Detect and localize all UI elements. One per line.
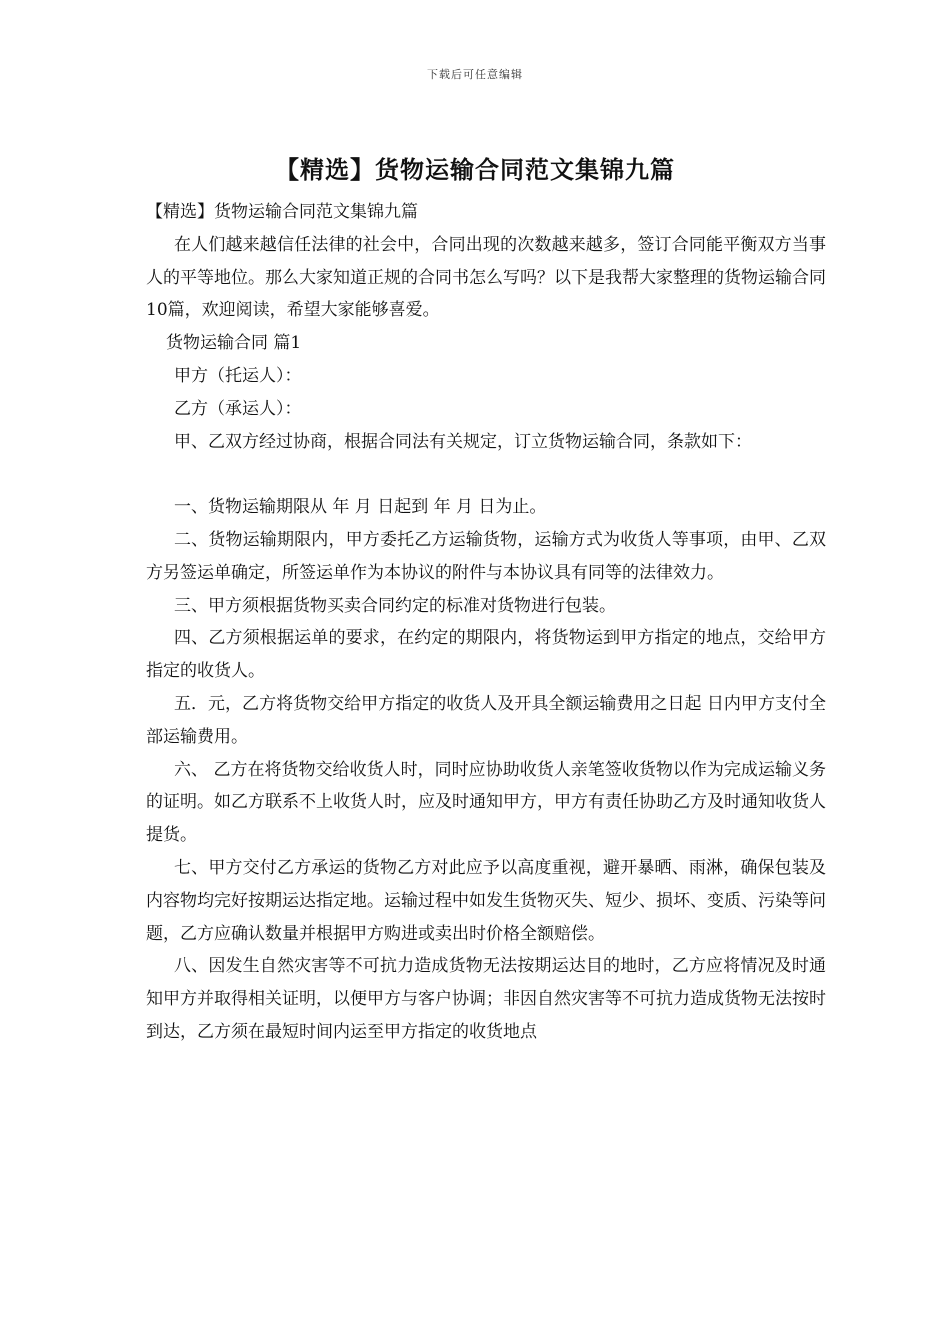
header-note: 下载后可任意编辑	[427, 68, 523, 81]
clause-3: 三、甲方须根据货物买卖合同约定的标准对货物进行包装。	[174, 595, 616, 616]
party-b-line: 乙方（承运人）：	[174, 398, 302, 419]
clause-5: 五．元，乙方将货物交给甲方指定的收货人及开具全额运输费用之日起 日内甲方支付全部运输费用。	[146, 693, 826, 747]
clause-2: 二、货物运输期限内，甲方委托乙方运输货物，运输方式为收货人等事项，由甲、乙双方另签运单确定，所签运单作为本协议的附件与本协议具有同等的法律效力。	[146, 529, 826, 583]
preamble-paragraph: 甲、乙双方经过协商，根据合同法有关规定，订立货物运输合同，条款如下：	[174, 431, 752, 452]
intro-paragraph: 在人们越来越信任法律的社会中，合同出现的次数越来越多，签订合同能平衡双方当事人的平等地位。那么大家知道正规的合同书怎么写吗？以下是我帮大家整理的货物运输合同10篇，欢迎阅读，希望大家能够喜爱。	[146, 234, 826, 321]
document-title: 【精选】货物运输合同范文集锦九篇	[275, 155, 675, 184]
clause-4: 四、乙方须根据运单的要求，在约定的期限内，将货物运到甲方指定的地点，交给甲方指定的收货人。	[146, 628, 826, 682]
party-a-line: 甲方（托运人）：	[174, 365, 302, 386]
section-heading: 货物运输合同 篇1	[166, 333, 302, 354]
blank-line	[146, 458, 826, 491]
document-body	[146, 196, 826, 1049]
clause-7: 七、甲方交付乙方承运的货物乙方对此应予以高度重视，避开暴晒、雨淋，确保包装及内容物均完好按期运达指定地。运输过程中如发生货物灭失、短少、损坏、变质、污染等问题，乙方应确认数量并根据甲方购进或卖出时价格全额赔偿。	[146, 857, 826, 944]
clause-1: 一、货物运输期限从 年 月 日起到 年 月 日为止。	[174, 497, 547, 518]
clause-8: 八、因发生自然灾害等不可抗力造成货物无法按期运达目的地时，乙方应将情况及时通知甲方并取得相关证明，以便甲方与客户协调；非因自然灾害等不可抗力造成货物无法按时到达，乙方须在最短时间内运至甲方指定的收货地点	[146, 956, 826, 1042]
clause-6: 六、 乙方在将货物交给收货人时，同时应协助收货人亲笔签收货物以作为完成运输义务的证明。如乙方联系不上收货人时，应及时通知甲方，甲方有责任协助乙方及时通知收货人提货。	[146, 759, 826, 846]
document-subtitle: 【精选】货物运输合同范文集锦九篇	[146, 202, 418, 222]
